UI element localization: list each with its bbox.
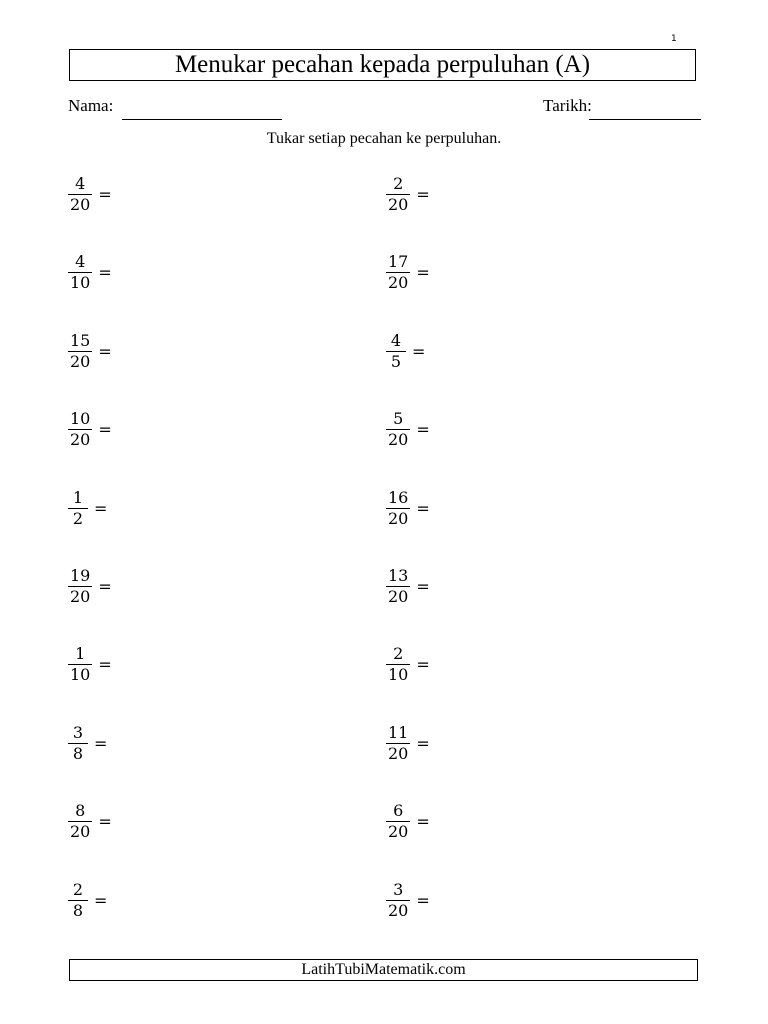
denominator: 20 xyxy=(388,508,409,528)
fraction-problem xyxy=(386,723,430,764)
numerator: 3 xyxy=(72,722,84,742)
denominator: 20 xyxy=(388,195,409,214)
fraction-problem xyxy=(68,566,112,607)
equals-sign: = xyxy=(94,890,108,910)
fraction xyxy=(68,252,92,293)
equals-sign: = xyxy=(416,577,430,596)
numerator: 4 xyxy=(75,174,86,193)
name-label: Nama: xyxy=(68,96,114,115)
fraction xyxy=(386,252,410,293)
denominator: 20 xyxy=(388,743,409,763)
fraction-problem xyxy=(68,174,112,215)
date-line xyxy=(589,119,701,120)
fraction xyxy=(386,174,410,215)
instruction-text: Tukar setiap pecahan ke perpuluhan. xyxy=(266,130,502,147)
denominator: 8 xyxy=(72,900,84,920)
fraction xyxy=(386,488,410,529)
numerator: 19 xyxy=(70,566,91,585)
numerator: 11 xyxy=(388,722,409,742)
fraction-problem xyxy=(386,409,430,450)
fraction xyxy=(68,409,92,450)
numerator: 6 xyxy=(393,801,404,821)
numerator: 1 xyxy=(72,487,84,507)
fraction-problem xyxy=(386,566,430,607)
denominator: 2 xyxy=(72,508,84,528)
date-label: Tarikh: xyxy=(543,96,592,115)
fraction xyxy=(386,566,410,607)
page-number: 1 xyxy=(671,34,677,44)
fraction-problem xyxy=(386,488,430,529)
name-line xyxy=(122,119,282,120)
fraction-problem xyxy=(386,331,425,372)
fraction xyxy=(386,801,410,842)
denominator: 8 xyxy=(72,743,84,763)
equals-sign: = xyxy=(98,263,112,283)
equals-sign: = xyxy=(98,812,112,832)
equals-sign: = xyxy=(416,655,430,675)
fraction-problem xyxy=(68,331,112,372)
fraction xyxy=(68,174,92,215)
equals-sign: = xyxy=(416,185,430,204)
equals-sign: = xyxy=(416,890,430,910)
numerator: 4 xyxy=(390,330,402,350)
numerator: 4 xyxy=(75,252,86,272)
equals-sign: = xyxy=(416,812,430,832)
fraction-problem xyxy=(68,880,107,921)
denominator: 20 xyxy=(70,195,91,214)
denominator: 20 xyxy=(388,430,409,450)
fraction-problem xyxy=(68,409,112,450)
fraction xyxy=(68,644,92,685)
equals-sign: = xyxy=(98,341,112,361)
fraction-problem xyxy=(386,644,430,685)
fraction-problem xyxy=(386,252,430,293)
equals-sign: = xyxy=(412,341,426,361)
fraction xyxy=(68,880,88,921)
denominator: 20 xyxy=(70,822,91,842)
fraction xyxy=(386,880,410,921)
equals-sign: = xyxy=(98,420,112,440)
equals-sign: = xyxy=(94,498,108,518)
numerator: 2 xyxy=(72,879,84,899)
numerator: 8 xyxy=(75,801,86,821)
fraction xyxy=(68,488,88,529)
fraction-problem xyxy=(386,801,430,842)
fraction xyxy=(386,409,410,450)
fraction xyxy=(68,566,92,607)
numerator: 16 xyxy=(388,487,409,507)
equals-sign: = xyxy=(98,655,112,675)
fraction xyxy=(386,644,410,685)
equals-sign: = xyxy=(98,185,112,204)
fraction xyxy=(68,331,92,372)
fraction-problem xyxy=(386,174,430,215)
denominator: 20 xyxy=(388,822,409,842)
denominator: 20 xyxy=(70,430,91,450)
equals-sign: = xyxy=(94,733,108,753)
fraction-problem xyxy=(386,880,430,921)
fraction xyxy=(386,723,410,764)
denominator: 20 xyxy=(388,587,409,606)
denominator: 20 xyxy=(388,273,409,293)
fraction xyxy=(386,331,406,372)
fraction-problem xyxy=(68,644,112,685)
numerator: 2 xyxy=(393,174,404,193)
footer-site: LatihTubiMatematik.com xyxy=(69,959,698,981)
numerator: 15 xyxy=(70,330,91,350)
numerator: 3 xyxy=(393,879,404,899)
fraction-problem xyxy=(68,252,112,293)
denominator: 10 xyxy=(70,665,91,685)
fraction-problem xyxy=(68,488,107,529)
equals-sign: = xyxy=(416,263,430,283)
numerator: 1 xyxy=(75,644,86,664)
denominator: 20 xyxy=(388,900,409,920)
numerator: 17 xyxy=(388,252,409,272)
fraction xyxy=(68,723,88,764)
numerator: 10 xyxy=(70,409,91,429)
denominator: 20 xyxy=(70,351,91,371)
denominator: 10 xyxy=(388,665,409,685)
denominator: 10 xyxy=(70,273,91,293)
numerator: 5 xyxy=(393,409,404,429)
numerator: 13 xyxy=(388,566,409,585)
equals-sign: = xyxy=(98,577,112,596)
fraction xyxy=(68,801,92,842)
equals-sign: = xyxy=(416,733,430,753)
fraction-problem xyxy=(68,723,107,764)
equals-sign: = xyxy=(416,498,430,518)
fraction-problem xyxy=(68,801,112,842)
denominator: 5 xyxy=(390,351,402,371)
numerator: 2 xyxy=(393,644,404,664)
denominator: 20 xyxy=(70,587,91,606)
worksheet-title: Menukar pecahan kepada perpuluhan (A) xyxy=(69,49,696,81)
equals-sign: = xyxy=(416,420,430,440)
